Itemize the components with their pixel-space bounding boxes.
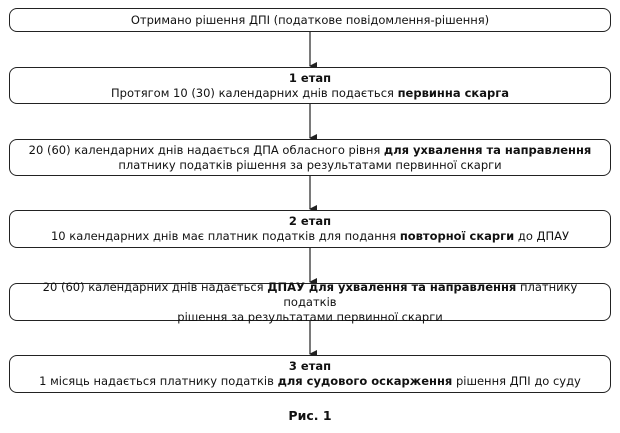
box-text: Отримано рішення ДПІ (податкове повідомлення-рішення) [130, 12, 490, 27]
text-part: 20 (60) календарних днів надається ДПА обласного рівня [28, 142, 384, 157]
stage-label: 2 етап [288, 214, 332, 228]
text-part: 20 (60) календарних днів надається [42, 279, 268, 294]
text-part: до ДПАУ [514, 229, 570, 243]
text-bold: для судового оскарження [277, 374, 453, 388]
box-regional-review [9, 139, 611, 176]
box-stage-2 [9, 210, 611, 248]
box-decision-received [9, 8, 611, 32]
box-stage-3 [9, 355, 611, 393]
box-stage-1 [9, 67, 611, 104]
box-text-line2: рішення за результатами первинної скарги [177, 309, 443, 324]
box-text [24, 280, 596, 310]
text-bold: повторної скарги [399, 229, 515, 243]
stage-label: 3 етап [288, 359, 332, 373]
stage-label: 1 етап [288, 70, 332, 85]
box-text [51, 229, 569, 244]
text-bold: первинна скарга [397, 85, 509, 100]
box-text-line2: платнику податків рішення за результатами первинної скарги [118, 157, 502, 172]
figure-caption: Рис. 1 [288, 408, 332, 423]
text-part: 10 календарних днів має платник податків для подання [50, 229, 400, 243]
text-bold: для ухвалення та направлення [383, 142, 592, 157]
text-bold: ДПАУ для ухвалення та направлення [267, 279, 517, 294]
box-text [111, 86, 509, 101]
text-part: 1 місяць надається платнику податків [39, 374, 278, 388]
text-part: Протягом 10 (30) календарних днів подається [111, 85, 398, 100]
box-text [29, 143, 592, 158]
box-text [39, 374, 581, 389]
text-part: платнику податків [283, 279, 578, 309]
box-dpau-review [9, 279, 611, 324]
text-part: рішення ДПІ до суду [452, 374, 581, 388]
